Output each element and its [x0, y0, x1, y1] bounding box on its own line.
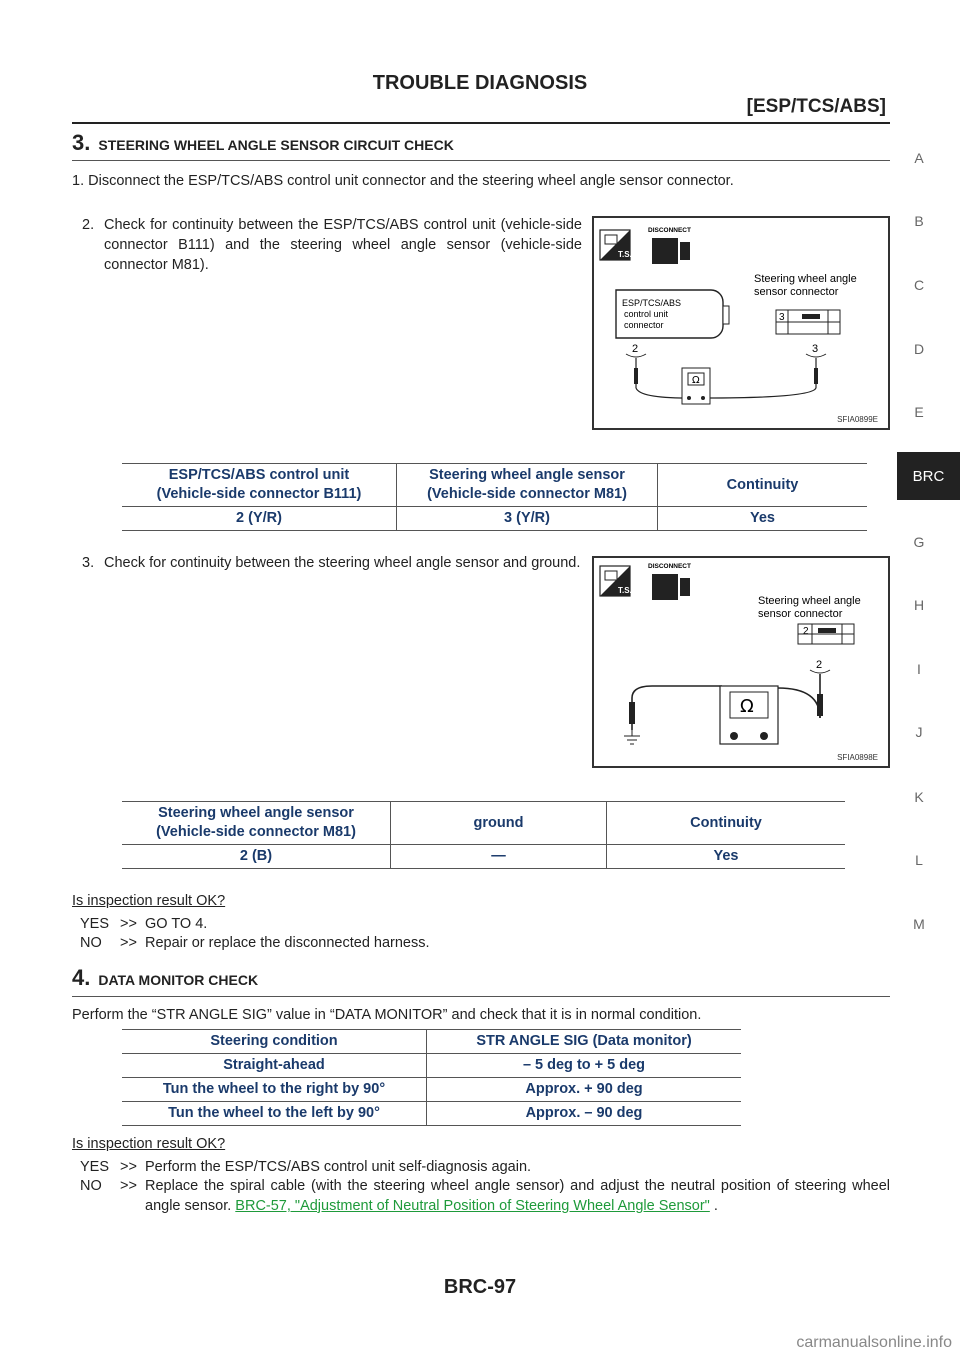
table-header-cell: ESP/TCS/ABS control unit (Vehicle-side connector B111)	[122, 464, 397, 507]
step4-heading	[72, 965, 258, 991]
table-header-cell: Steering wheel angle sensor (Vehicle-side connector M81)	[397, 464, 658, 507]
table-header-cell: Steering condition	[122, 1030, 427, 1054]
figure-code: SFIA0898E	[837, 753, 878, 762]
sidebar-letter-c[interactable]: C	[913, 277, 925, 293]
header-rule	[72, 122, 890, 124]
yes-text: GO TO 4.	[145, 916, 208, 932]
disconnect-label: DISCONNECT	[648, 563, 691, 570]
step3-title: STEERING WHEEL ANGLE SENSOR CIRCUIT CHECK	[98, 137, 454, 153]
unit-label-3: connector	[624, 320, 664, 330]
step4-yes-line	[80, 1157, 531, 1177]
table-row	[122, 507, 867, 531]
continuity-diagram-1	[594, 218, 888, 428]
no-text: Repair or replace the disconnected harness.	[145, 935, 430, 951]
continuity-table-1	[122, 463, 867, 531]
table-header-cell: Continuity	[658, 464, 868, 507]
table-cell: Approx. + 90 deg	[427, 1078, 742, 1102]
pin-left-label: 2	[632, 343, 639, 355]
step3-item3-number: 3.	[82, 555, 95, 571]
table-cell: 3 (Y/R)	[397, 507, 658, 531]
pin-box-label: 3	[779, 312, 785, 323]
table-header-row	[122, 1030, 741, 1054]
unit-label-1: ESP/TCS/ABS	[622, 298, 682, 308]
data-monitor-table	[122, 1029, 741, 1126]
table-cell: Approx. – 90 deg	[427, 1102, 742, 1126]
probe-left-icon	[629, 702, 635, 724]
figure-sfia0898e	[592, 556, 890, 768]
yes-key: YES	[80, 1159, 110, 1175]
connector-mate-icon	[680, 578, 690, 596]
step4-rule	[72, 996, 890, 997]
link-tail: .	[709, 1198, 718, 1214]
page-number: BRC-97	[443, 1276, 517, 1298]
control-unit-connector-latch	[723, 306, 729, 324]
table-row	[122, 1054, 741, 1078]
sensor-connector-label-1: Steering wheel angle	[754, 273, 857, 285]
table-row	[122, 1078, 741, 1102]
step4-number: 4.	[72, 965, 91, 990]
sensor-connector-label-2: sensor connector	[758, 608, 843, 620]
step3-item2	[82, 215, 582, 275]
step3-yes-line	[80, 914, 207, 934]
sidebar-letter-h[interactable]: H	[913, 597, 925, 613]
step3-item2-text: Check for continuity between the ESP/TCS/ABS control unit (vehicle-side connector B111) and the steering wheel angle sensor (vehicle-side connector M81).	[104, 217, 582, 273]
table-cell: 2 (B)	[122, 845, 391, 869]
step4-title: DATA MONITOR CHECK	[98, 972, 259, 988]
table-cell: Yes	[607, 845, 846, 869]
connector-mate-icon	[680, 242, 690, 260]
pin-right-label: 3	[812, 343, 819, 355]
continuity-diagram-2	[594, 558, 888, 766]
arrow: >>	[120, 916, 137, 932]
figure-sfia0899e	[592, 216, 890, 430]
step3-no-line	[80, 933, 430, 953]
sidebar-letter-d[interactable]: D	[913, 341, 925, 357]
table-cell: Straight-ahead	[122, 1054, 427, 1078]
arrow: >>	[120, 935, 137, 951]
sidebar-letter-i[interactable]: I	[917, 661, 921, 677]
ohm-symbol: Ω	[692, 375, 700, 386]
table-row	[122, 1102, 741, 1126]
yes-text: Perform the ESP/TCS/ABS control unit self-diagnosis again.	[145, 1159, 532, 1175]
sensor-connector-grid-icon	[776, 310, 840, 334]
step4-intro: Perform the “STR ANGLE SIG” value in “DATA MONITOR” and check that it is in normal condition.	[72, 1007, 702, 1023]
table-cell: Tun the wheel to the right by 90°	[122, 1078, 427, 1102]
sensor-connector-label-2: sensor connector	[754, 286, 839, 298]
table-cell: Yes	[658, 507, 868, 531]
table-header-cell: Continuity	[607, 802, 846, 845]
step3-heading	[72, 130, 454, 156]
sidebar-letter-e[interactable]: E	[914, 404, 924, 420]
probe-left-icon	[634, 368, 638, 384]
table-cell: —	[391, 845, 607, 869]
ts-badge-label: T.S.	[618, 250, 632, 259]
table-header-row	[122, 802, 845, 845]
figure-code: SFIA0899E	[837, 415, 878, 424]
arrow: >>	[120, 1159, 137, 1175]
table-row	[122, 845, 845, 869]
adjustment-link[interactable]: BRC-57, "Adjustment of Neutral Position of Steering Wheel Angle Sensor"	[235, 1198, 710, 1214]
sidebar-letter-a[interactable]: A	[914, 150, 924, 166]
step3-rule	[72, 160, 890, 161]
sidebar-letter-l[interactable]: L	[915, 852, 923, 868]
page-title: TROUBLE DIAGNOSIS	[372, 72, 588, 94]
sidebar-tab-brc[interactable]: BRC	[897, 452, 960, 500]
step3-question: Is inspection result OK?	[72, 893, 226, 909]
connector-disconnect-icon	[652, 574, 678, 600]
sidebar-letter-m[interactable]: M	[913, 916, 925, 932]
ohm-symbol: Ω	[740, 696, 754, 717]
table-cell: – 5 deg to + 5 deg	[427, 1054, 742, 1078]
arrow: >>	[120, 1178, 137, 1194]
unit-label-2: control unit	[624, 309, 669, 319]
sidebar-letter-k[interactable]: K	[914, 789, 924, 805]
step3-item1: 1. Disconnect the ESP/TCS/ABS control unit connector and the steering wheel angle sensor connector.	[72, 173, 734, 189]
sidebar-letter-g[interactable]: G	[913, 534, 925, 550]
table-header-row	[122, 464, 867, 507]
connector-disconnect-icon	[652, 238, 678, 264]
sidebar-letter-j[interactable]: J	[915, 724, 923, 740]
ts-badge-label: T.S.	[618, 586, 632, 595]
no-text-block	[145, 1176, 890, 1216]
disconnect-label: DISCONNECT	[648, 227, 691, 234]
step3-item3	[82, 553, 582, 573]
no-text: Replace the spiral cable (with the steering wheel angle sensor) and adjust the neutral position of steering wheel angle sensor.	[145, 1178, 890, 1214]
table-cell: 2 (Y/R)	[122, 507, 397, 531]
section-subtitle: [ESP/TCS/ABS]	[746, 96, 886, 117]
no-key: NO	[80, 935, 102, 951]
table-header-cell: ground	[391, 802, 607, 845]
yes-key: YES	[80, 916, 110, 932]
table-cell: Tun the wheel to the left by 90°	[122, 1102, 427, 1126]
step3-item3-text: Check for continuity between the steering wheel angle sensor and ground.	[104, 555, 581, 571]
pin-box-label: 2	[803, 626, 809, 637]
step3-number: 3.	[72, 130, 91, 155]
step4-no-line	[80, 1176, 890, 1216]
step3-item2-number: 2.	[82, 217, 95, 233]
table-header-cell: STR ANGLE SIG (Data monitor)	[427, 1030, 742, 1054]
probe-right-icon	[814, 368, 818, 384]
sidebar-letter-b[interactable]: B	[914, 213, 924, 229]
table-header-cell: Steering wheel angle sensor (Vehicle-side connector M81)	[122, 802, 391, 845]
no-key: NO	[80, 1178, 102, 1194]
pin-label: 2	[816, 659, 823, 671]
step4-question: Is inspection result OK?	[72, 1136, 226, 1152]
watermark: carmanualsonline.info	[796, 1334, 952, 1351]
sensor-connector-label-1: Steering wheel angle	[758, 595, 861, 607]
continuity-table-2	[122, 801, 845, 869]
